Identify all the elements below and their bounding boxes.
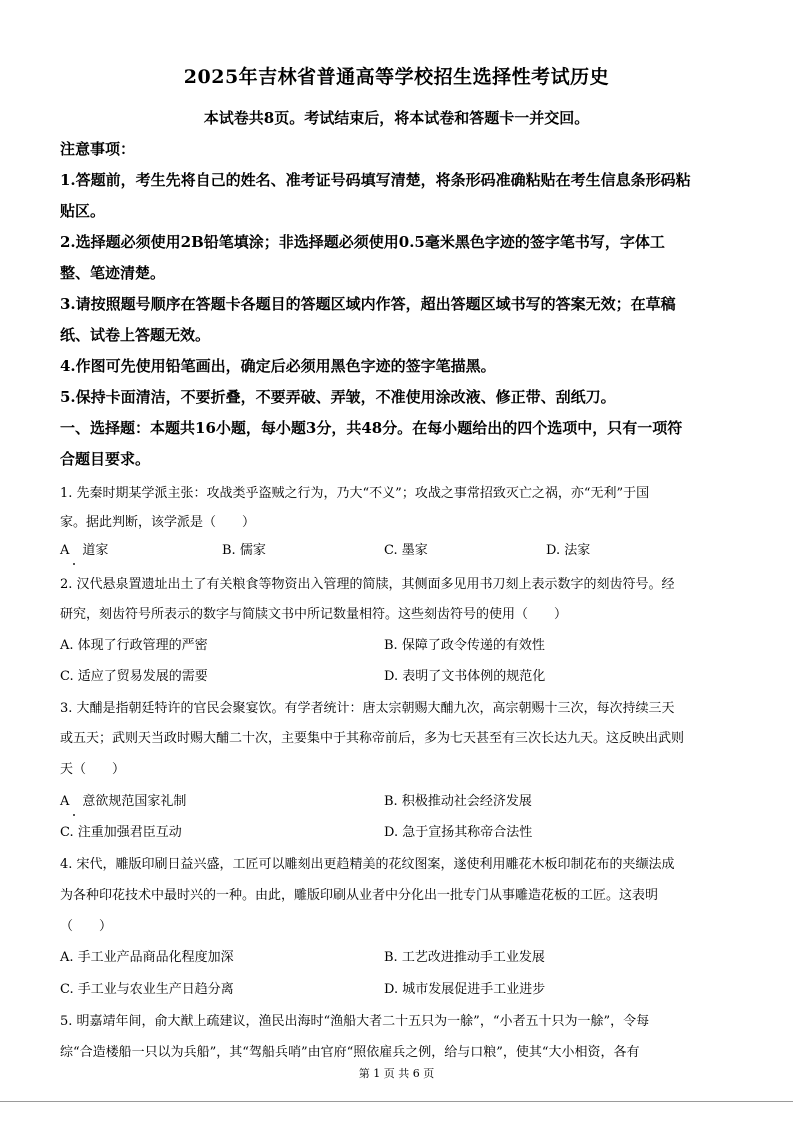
option-d: D. 表明了文书体例的规范化 [384,669,546,684]
exam-subtitle: 本试卷共8页。考试结束后，将本试卷和答题卡一并交回。 [203,109,590,127]
option-c: C. 适应了贸易发展的需要 [60,669,208,684]
notice-line: 3.请按照题号顺序在答题卡各题目的答题区域内作答，超出答题区域书写的答案无效；在草稿 [60,295,676,313]
question-text: 研究，刻齿符号所表示的数字与简牍文书中所记数量相符。这些刻齿符号的使用（ ） [60,607,568,622]
notice-heading: 注意事项： [60,140,136,158]
question-text: 3. 大酺是指朝廷特许的官民会聚宴饮。有学者统计：唐太宗朝赐大酺九次，高宗朝赐十三次，每次持续三天 [60,701,675,716]
exam-title: 2025年吉林省普通高等学校招生选择性考试历史 [183,66,610,88]
question-text: 家。据此判断，该学派是（ ） [60,515,256,530]
option-a: A 道家 [60,543,109,558]
notice-line: 纸、试卷上答题无效。 [60,326,211,344]
option-c: C. 注重加强君臣互动 [60,825,182,840]
option-b: B. 保障了政令传递的有效性 [384,638,545,653]
notice-line: 5.保持卡面清洁，不要折叠，不要弄破、弄皱，不准使用涂改液、修正带、刮纸刀。 [60,388,616,406]
question-text: 综“合造楼船一只以为兵船”，其“驾船兵哨”由官府“照依雇兵之例，给与口粮”，使其“大小相资，各有 [60,1045,640,1060]
option-c: C. 手工业与农业生产日趋分离 [60,982,234,997]
question-text: 4. 宋代，雕版印刷日益兴盛，工匠可以雕刻出更趋精美的花纹图案，遂使利用雕花木板印制花布的夹缬法成 [60,857,675,872]
option-c: C. 墨家 [384,543,428,558]
option-d: D. 城市发展促进手工业进步 [384,982,546,997]
option-b: B. 工艺改进推动手工业发展 [384,950,545,965]
notice-line: 1.答题前，考生先将自己的姓名、准考证号码填写清楚，将条形码准确粘贴在考生信息条形码粘 [60,171,691,189]
option-a: A. 体现了行政管理的严密 [60,638,208,653]
option-a: A. 手工业产品商品化程度加深 [60,950,234,965]
option-d: D. 急于宣扬其称帝合法性 [384,825,533,840]
notice-line: 贴区。 [60,202,106,220]
scan-mark [73,814,75,816]
page-footer: 第 1 页 共 6 页 [358,1067,435,1080]
question-text: 1. 先秦时期某学派主张：攻战类乎盗贼之行为，乃大“不义”；攻战之事常招致灭亡之祸，亦“无利”于国 [60,486,650,501]
notice-line: 4.作图可先使用铅笔画出，确定后必须用黑色字迹的签字笔描黑。 [60,357,496,375]
question-text: 或五天；武则天当政时赐大酺二十次，主要集中于其称帝前后，多为七天甚至有三次长达九天。这反映出武则 [60,731,685,746]
option-b: B. 积极推动社会经济发展 [384,794,532,809]
scan-mark [73,563,75,565]
question-text: 为各种印花技术中最时兴的一种。由此，雕版印刷从业者中分化出一批专门从事雕造花板的工匠。这表明 [60,888,659,903]
bottom-divider [0,1101,793,1102]
question-text: 5. 明嘉靖年间，俞大猷上疏建议，渔民出海时“渔船大者二十五只为一艅”，“小者五十只为一艅”，令每 [60,1014,650,1029]
question-text: （ ） [60,919,113,934]
option-a: A 意欲规范国家礼制 [60,794,187,809]
section-heading: 合题目要求。 [60,450,151,468]
question-text: 天（ ） [60,762,126,777]
section-heading: 一、选择题：本题共16小题，每小题3分，共48分。在每小题给出的四个选项中，只有一项符 [60,419,683,437]
option-d: D. 法家 [546,543,591,558]
question-text: 2. 汉代悬泉置遗址出土了有关粮食等物资出入管理的简牍，其侧面多见用书刀刻上表示数字的刻齿符号。经 [60,577,675,592]
notice-line: 整、笔迹清楚。 [60,264,166,282]
notice-line: 2.选择题必须使用2B铅笔填涂；非选择题必须使用0.5毫米黑色字迹的签字笔书写，字体工 [60,233,665,251]
option-b: B. 儒家 [222,543,266,558]
